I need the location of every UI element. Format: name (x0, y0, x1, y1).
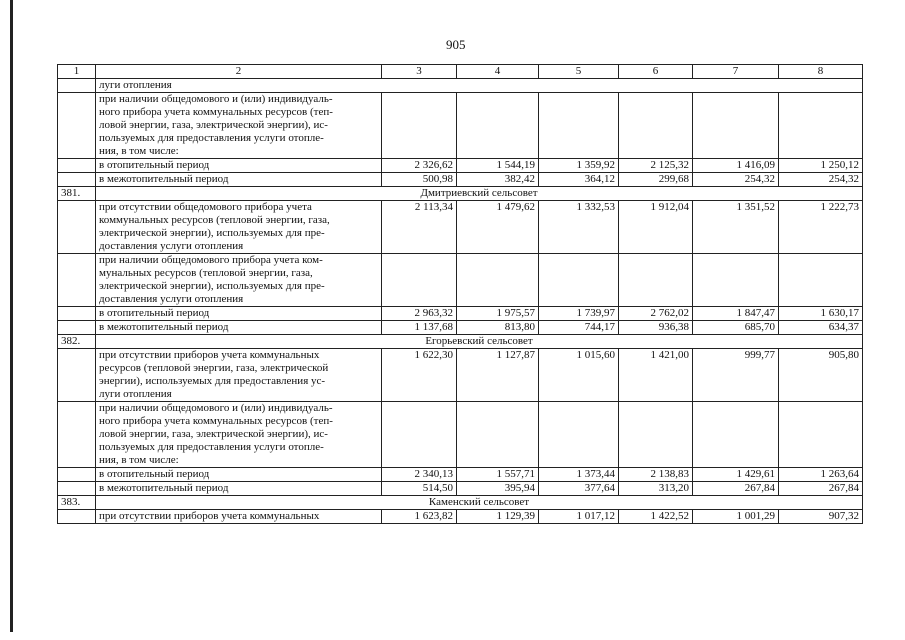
row-description: при наличии общедомового и (или) индивидуаль- ного прибора учета коммунальных ресурсов (теп- ловой энергии, газа, электрической энергии), ис- пользуемых для предоставления услуги отопле- ния, в том числе: (96, 93, 382, 159)
value-cell (693, 93, 779, 159)
value-cell: 1 544,19 (457, 159, 539, 173)
value-cell: 2 963,32 (382, 307, 457, 321)
header-cell: 4 (457, 65, 539, 79)
value-cell: 500,98 (382, 173, 457, 187)
section-row (58, 187, 863, 201)
row-description: в межотопительный период (96, 173, 382, 187)
value-cell: 685,70 (693, 321, 779, 335)
value-cell: 254,32 (779, 173, 863, 187)
value-cell: 1 422,52 (619, 510, 693, 524)
value-cell: 1 421,00 (619, 349, 693, 402)
row-number: 381. (58, 187, 96, 201)
value-cell: 1 332,53 (539, 201, 619, 254)
value-cell: 364,12 (539, 173, 619, 187)
row-number (58, 79, 96, 93)
value-cell: 2 326,62 (382, 159, 457, 173)
value-cell: 377,64 (539, 482, 619, 496)
value-cell (382, 254, 457, 307)
value-cell: 1 739,97 (539, 307, 619, 321)
row-number: 382. (58, 335, 96, 349)
row-number (58, 321, 96, 335)
value-cell: 299,68 (619, 173, 693, 187)
value-cell: 1 847,47 (693, 307, 779, 321)
row-number (58, 159, 96, 173)
value-cell (382, 93, 457, 159)
table-row (58, 201, 863, 254)
value-cell: 1 127,87 (457, 349, 539, 402)
table-row (58, 93, 863, 159)
page-number: 905 (446, 37, 466, 52)
table-row (58, 349, 863, 402)
value-cell: 2 113,34 (382, 201, 457, 254)
row-number (58, 482, 96, 496)
row-number (58, 93, 96, 159)
section-row (58, 335, 863, 349)
value-cell (619, 254, 693, 307)
value-cell: 2 762,02 (619, 307, 693, 321)
table-row (58, 468, 863, 482)
value-cell: 744,17 (539, 321, 619, 335)
row-description: при отсутствии общедомового прибора учета коммунальных ресурсов (тепловой энергии, газа, электрической энергии), используемых для пре- доставления услуги отопления (96, 201, 382, 254)
header-cell: 1 (58, 65, 96, 79)
value-cell (619, 402, 693, 468)
value-cell: 1 373,44 (539, 468, 619, 482)
value-cell: 267,84 (779, 482, 863, 496)
value-cell: 813,80 (457, 321, 539, 335)
row-number (58, 254, 96, 307)
value-cell (779, 402, 863, 468)
section-title: Егорьевский сельсовет (96, 335, 863, 349)
value-cell: 395,94 (457, 482, 539, 496)
table-row (58, 173, 863, 187)
value-cell: 1 975,57 (457, 307, 539, 321)
row-number (58, 510, 96, 524)
value-cell: 936,38 (619, 321, 693, 335)
value-cell: 1 137,68 (382, 321, 457, 335)
value-cell: 267,84 (693, 482, 779, 496)
header-cell: 8 (779, 65, 863, 79)
header-cell: 5 (539, 65, 619, 79)
table-row (58, 321, 863, 335)
value-cell: 2 138,83 (619, 468, 693, 482)
value-cell: 2 125,32 (619, 159, 693, 173)
value-cell: 907,32 (779, 510, 863, 524)
value-cell: 1 622,30 (382, 349, 457, 402)
table-row (58, 79, 863, 93)
row-description: в межотопительный период (96, 321, 382, 335)
value-cell (539, 254, 619, 307)
table-row (58, 159, 863, 173)
table-row (58, 254, 863, 307)
row-number: 383. (58, 496, 96, 510)
value-cell: 905,80 (779, 349, 863, 402)
row-description: в отопительный период (96, 307, 382, 321)
value-cell: 1 129,39 (457, 510, 539, 524)
value-cell: 1 630,17 (779, 307, 863, 321)
value-cell (382, 402, 457, 468)
value-cell (457, 254, 539, 307)
value-cell: 382,42 (457, 173, 539, 187)
row-description: при отсутствии приборов учета коммунальных ресурсов (тепловой энергии, газа, электрической энергии), используемых для предоставления ус- луги отопления (96, 349, 382, 402)
value-cell: 313,20 (619, 482, 693, 496)
row-description: в отопительный период (96, 159, 382, 173)
value-cell: 1 017,12 (539, 510, 619, 524)
tariff-table (57, 64, 863, 524)
row-description: при наличии общедомового и (или) индивидуаль- ного прибора учета коммунальных ресурсов (теп- ловой энергии, газа, электрической энергии), ис- пользуемых для предоставления услуги отопле- ния, в том числе: (96, 402, 382, 468)
value-cell: 1 263,64 (779, 468, 863, 482)
value-cell: 254,32 (693, 173, 779, 187)
value-cell: 514,50 (382, 482, 457, 496)
value-cell: 1 623,82 (382, 510, 457, 524)
section-title: Каменский сельсовет (96, 496, 863, 510)
value-cell: 1 250,12 (779, 159, 863, 173)
row-number (58, 201, 96, 254)
value-cell: 1 359,92 (539, 159, 619, 173)
value-cell: 1 416,09 (693, 159, 779, 173)
header-cell: 6 (619, 65, 693, 79)
header-cell: 7 (693, 65, 779, 79)
value-cell: 1 351,52 (693, 201, 779, 254)
value-cell (779, 93, 863, 159)
row-description: в отопительный период (96, 468, 382, 482)
value-cell: 999,77 (693, 349, 779, 402)
table-body (58, 65, 863, 524)
value-cell: 1 015,60 (539, 349, 619, 402)
value-cell (693, 402, 779, 468)
value-cell (619, 93, 693, 159)
row-number (58, 402, 96, 468)
row-description: в межотопительный период (96, 482, 382, 496)
row-number (58, 468, 96, 482)
value-cell (539, 93, 619, 159)
row-description: луги отопления (96, 79, 863, 93)
table-row (58, 482, 863, 496)
value-cell: 1 429,61 (693, 468, 779, 482)
value-cell (457, 402, 539, 468)
row-number (58, 349, 96, 402)
value-cell: 1 557,71 (457, 468, 539, 482)
value-cell: 1 479,62 (457, 201, 539, 254)
value-cell: 1 001,29 (693, 510, 779, 524)
table-row (58, 307, 863, 321)
value-cell: 634,37 (779, 321, 863, 335)
value-cell: 1 222,73 (779, 201, 863, 254)
value-cell (693, 254, 779, 307)
row-description: при отсутствии приборов учета коммунальных (96, 510, 382, 524)
row-number (58, 307, 96, 321)
header-cell: 2 (96, 65, 382, 79)
row-number (58, 173, 96, 187)
value-cell: 2 340,13 (382, 468, 457, 482)
table-row (58, 402, 863, 468)
scan-edge-bar (10, 0, 13, 632)
section-title: Дмитриевский сельсовет (96, 187, 863, 201)
table-row (58, 510, 863, 524)
row-description: при наличии общедомового прибора учета ком- мунальных ресурсов (тепловой энергии, газа, электрической энергии), используемых для пре- доставления услуги отопления (96, 254, 382, 307)
value-cell (457, 93, 539, 159)
section-row (58, 496, 863, 510)
value-cell: 1 912,04 (619, 201, 693, 254)
value-cell (779, 254, 863, 307)
header-cell: 3 (382, 65, 457, 79)
header-row (58, 65, 863, 79)
value-cell (539, 402, 619, 468)
